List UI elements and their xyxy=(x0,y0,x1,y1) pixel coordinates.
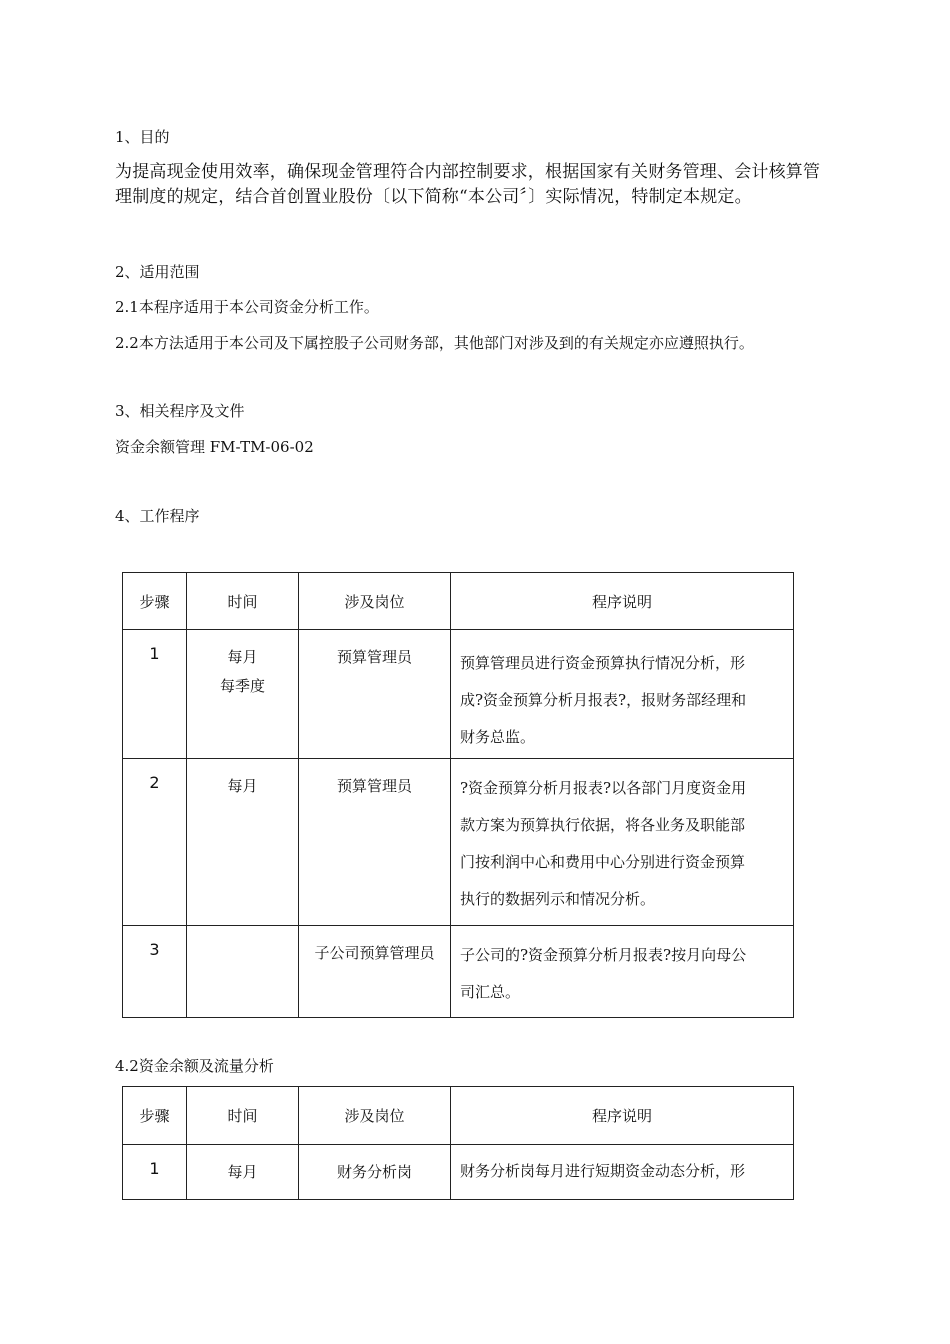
table-row xyxy=(123,759,794,926)
description-cell xyxy=(451,1145,794,1200)
role-text: 子公司预算管理员 xyxy=(314,944,435,962)
role-text: 预算管理员 xyxy=(336,648,412,666)
step-number: 2 xyxy=(149,773,160,792)
header-description: 程序说明 xyxy=(451,573,794,630)
step-cell xyxy=(123,1145,187,1200)
table-header-row xyxy=(123,1087,794,1145)
role-text: 财务分析岗 xyxy=(336,1163,412,1181)
header-step: 步骤 xyxy=(123,1087,187,1145)
step-number: 1 xyxy=(149,1159,160,1178)
section-4-title: 4、工作程序 xyxy=(115,507,200,525)
role-cell xyxy=(299,1145,451,1200)
role-cell xyxy=(299,630,451,759)
role-cell xyxy=(299,759,451,926)
step-number: 1 xyxy=(149,644,160,663)
description-cell xyxy=(451,759,794,926)
description-line: 财务分析岗每月进行短期资金动态分析，形 xyxy=(460,1162,746,1180)
step-cell xyxy=(123,926,187,1018)
header-description: 程序说明 xyxy=(451,1087,794,1145)
table-row xyxy=(123,630,794,759)
table-row xyxy=(123,1145,794,1200)
time-text: 每季度 xyxy=(219,677,265,695)
time-cell xyxy=(187,630,299,759)
table-row xyxy=(123,926,794,1018)
time-cell xyxy=(187,926,299,1018)
time-text: 每月 xyxy=(227,648,258,666)
description-line: 司汇总。 xyxy=(460,983,521,1001)
procedure-table-1 xyxy=(122,572,794,1018)
procedure-table-2 xyxy=(122,1086,794,1200)
section-2-title: 2、适用范围 xyxy=(115,263,200,281)
section-2-2-text: 2.2本方法适用于本公司及下属控股子公司财务部，其他部门对涉及到的有关规定亦应遵照执行。 xyxy=(115,334,754,352)
description-line: 成?资金预算分析月报表?，报财务部经理和 xyxy=(460,691,747,709)
description-line: 执行的数据列示和情况分析。 xyxy=(460,890,656,908)
header-role: 涉及岗位 xyxy=(299,1087,451,1145)
role-text: 预算管理员 xyxy=(336,777,412,795)
description-line: 预算管理员进行资金预算执行情况分析，形 xyxy=(460,654,746,672)
header-step: 步骤 xyxy=(123,573,187,630)
header-time: 时间 xyxy=(187,1087,299,1145)
step-number: 3 xyxy=(149,940,160,959)
section-3-body: 资金余额管理 FM-TM-06-02 xyxy=(115,438,314,456)
description-line: 门按利润中心和费用中心分别进行资金预算 xyxy=(460,853,746,871)
time-text: 每月 xyxy=(227,777,258,795)
role-cell xyxy=(299,926,451,1018)
table-header-row xyxy=(123,573,794,630)
description-cell xyxy=(451,630,794,759)
section-4-2-title: 4.2资金余额及流量分析 xyxy=(115,1057,274,1075)
section-3-title: 3、相关程序及文件 xyxy=(115,402,245,420)
time-cell xyxy=(187,759,299,926)
step-cell xyxy=(123,759,187,926)
time-text xyxy=(187,926,298,980)
description-line: 款方案为预算执行依据，将各业务及职能部 xyxy=(460,816,746,834)
time-cell xyxy=(187,1145,299,1200)
description-line: 子公司的?资金预算分析月报表?按月向母公 xyxy=(460,946,747,964)
description-cell xyxy=(451,926,794,1018)
section-1-title: 1、目的 xyxy=(115,128,170,146)
header-role: 涉及岗位 xyxy=(299,573,451,630)
description-line: 财务总监。 xyxy=(460,728,536,746)
section-2-1-text: 2.1本程序适用于本公司资金分析工作。 xyxy=(115,298,379,316)
time-text: 每月 xyxy=(227,1163,258,1181)
section-1-body: 为提高现金使用效率，确保现金管理符合内部控制要求，根据国家有关财务管理、会计核算管理制度的规定，结合首创置业股份〔以下简称“本公司〞〕实际情况，特制定本规定。 xyxy=(115,162,821,207)
header-time: 时间 xyxy=(187,573,299,630)
description-line: ?资金预算分析月报表?以各部门月度资金用 xyxy=(460,779,747,797)
step-cell xyxy=(123,630,187,759)
